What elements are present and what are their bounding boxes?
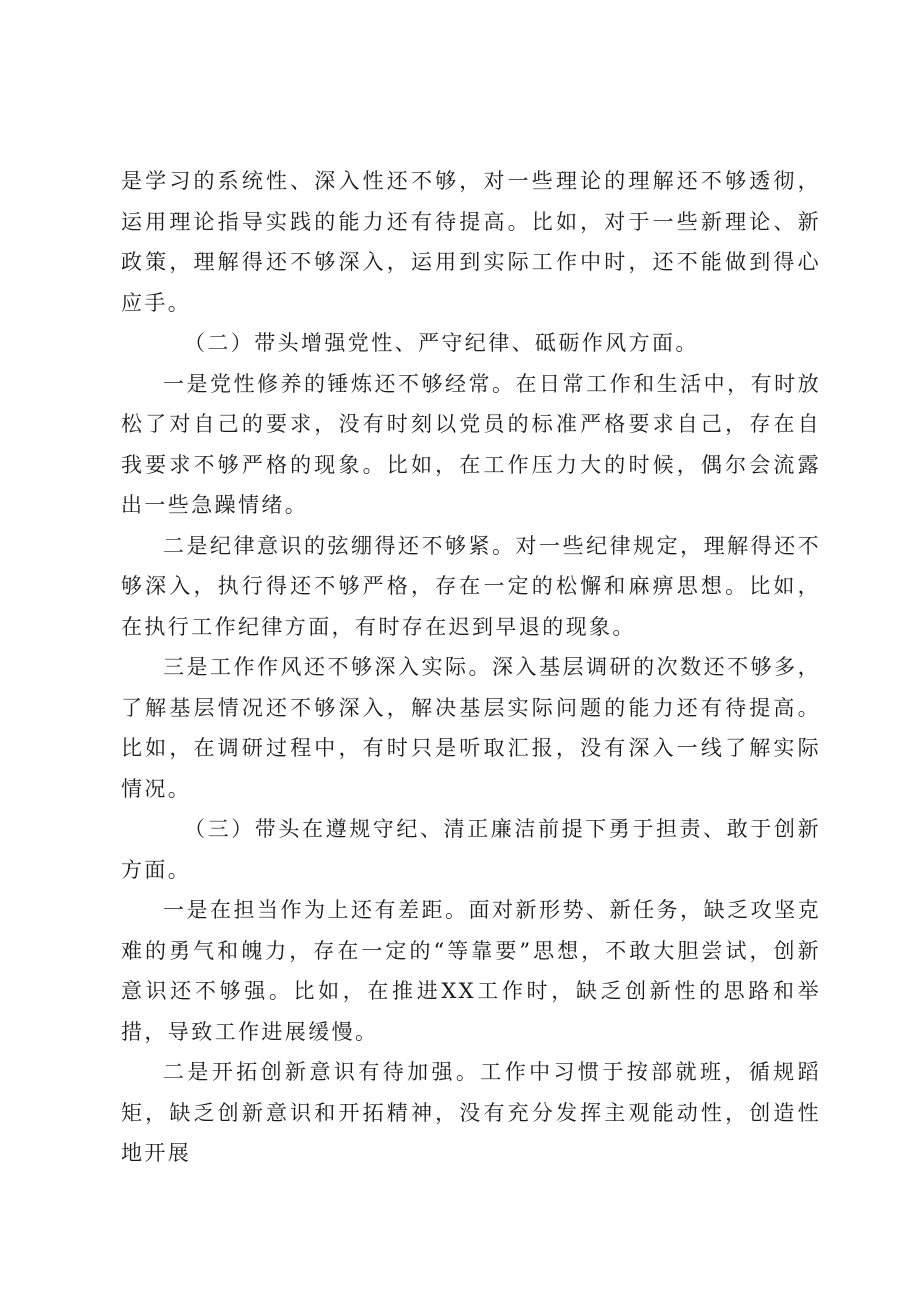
paragraph-discipline: 二是纪律意识的弦绷得还不够紧。对一些纪律规定，理解得还不够深入，执行得还不够严格，存在一定的松懈和麻痹思想。比如，在执行工作纪律方面，有时存在迟到早退的现象。 [121,533,821,639]
paragraph-responsibility: 一是在担当作为上还有差距。面对新形势、新任务，缺乏攻坚克难的勇气和魄力，存在一定的“等靠要”思想，不敢大胆尝试，创新意识还不够强。比如，在推进XX工作时，缺乏创新性的思路和举措，导致工作进展缓慢。 [121,898,821,1044]
document-body [121,161,821,1174]
paragraph-innovation: 二是开拓创新意识有待加强。工作中习惯于按部就班，循规蹈矩，缺乏创新意识和开拓精神，没有充分发挥主观能动性，创造性地开展 [121,1060,821,1165]
section-heading-3: （三）带头在遵规守纪、清正廉洁前提下勇于担责、敢于创新方面。 [121,817,821,882]
paragraph-party-spirit: 一是党性修养的锤炼还不够经常。在日常工作和生活中，有时放松了对自己的要求，没有时刻以党员的标准严格要求自己，存在自我要求不够严格的现象。比如，在工作压力大的时候，偶尔会流露出一些急躁情绪。 [121,371,821,517]
section-heading-2: （二）带头增强党性、严守纪律、砥砺作风方面。 [184,331,699,355]
paragraph-continuation: 是学习的系统性、深入性还不够，对一些理论的理解还不够透彻，运用理论指导实践的能力还有待提高。比如，对于一些新理论、新政策，理解得还不够深入，运用到实际工作中时，还不能做到得心应手。 [121,169,821,315]
paragraph-work-style: 三是工作作风还不够深入实际。深入基层调研的次数还不够多，了解基层情况还不够深入，解决基层实际问题的能力还有待提高。比如，在调研过程中，有时只是听取汇报，没有深入一线了解实际情况。 [121,655,821,801]
